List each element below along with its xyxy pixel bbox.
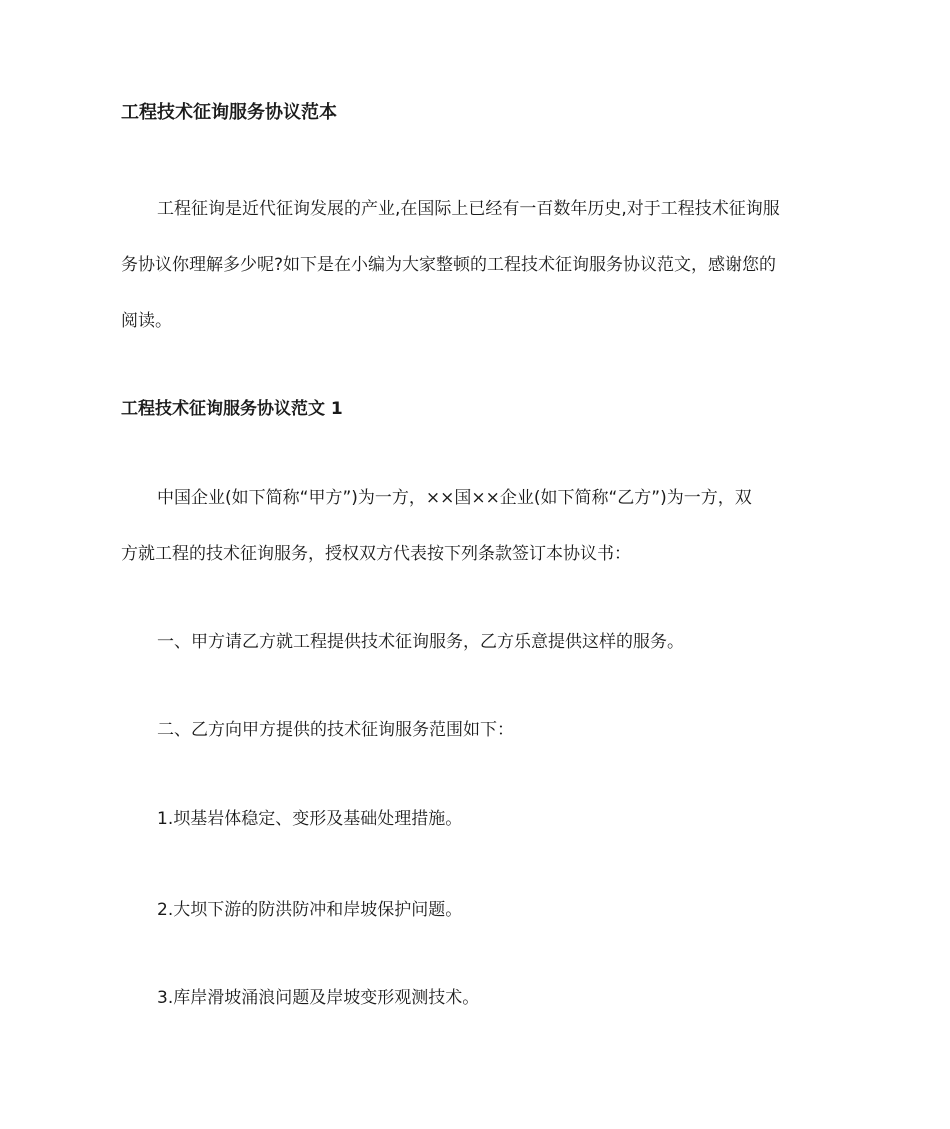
clause-one: 一、甲方请乙方就工程提供技术征询服务，乙方乐意提供这样的服务。	[157, 632, 684, 652]
list-item: 2.大坝下游的防洪防冲和岸坡保护问题。	[157, 900, 463, 920]
intro-line-1: 工程征询是近代征询发展的产业,在国际上已经有一百数年历史,对于工程技术征询服	[157, 199, 780, 219]
list-item: 1.坝基岩体稳定、变形及基础处理措施。	[157, 809, 463, 829]
parties-line-1: 中国企业(如下简称“甲方”)为一方，××国××企业(如下简称“乙方”)为一方，双	[157, 488, 752, 508]
clause-two: 二、乙方向甲方提供的技术征询服务范围如下：	[157, 720, 514, 740]
section-heading: 工程技术征询服务协议范文 1	[121, 399, 343, 419]
document-title: 工程技术征询服务协议范本	[121, 102, 337, 123]
intro-line-2: 务协议你理解多少呢?如下是在小编为大家整顿的工程技术征询服务协议范文，感谢您的	[121, 255, 777, 275]
list-item: 3.库岸滑坡涌浪问题及岸坡变形观测技术。	[157, 988, 480, 1008]
parties-line-2: 方就工程的技术征询服务，授权双方代表按下列条款签订本协议书：	[121, 544, 631, 564]
intro-line-3: 阅读。	[121, 311, 172, 331]
